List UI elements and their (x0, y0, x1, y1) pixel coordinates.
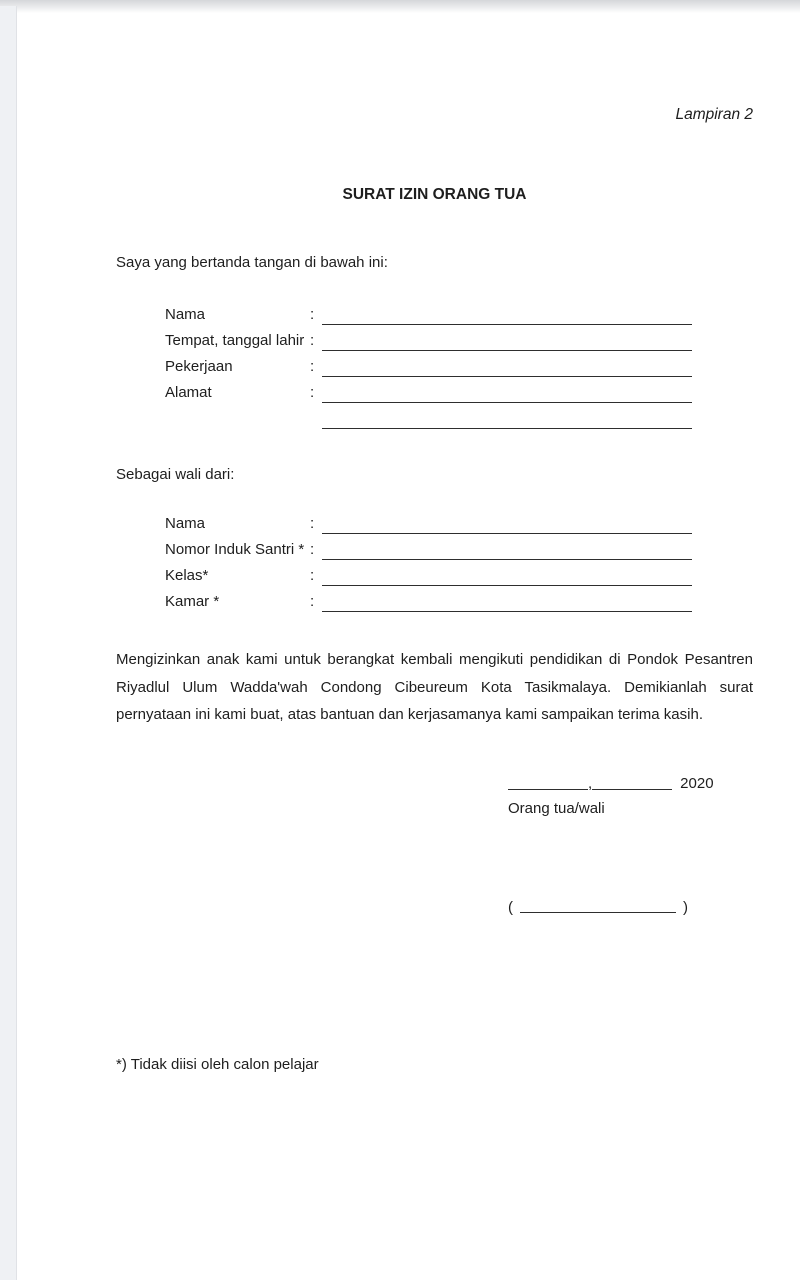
field-colon: : (310, 515, 315, 532)
body-paragraph: Mengizinkan anak kami untuk berangkat kembali mengikuti pendidikan di Pondok Pesantren Riyadlul Ulum Wadda'wah Condong Cibeureum Kota Tasikmalaya. Demikianlah surat pernyataan ini kami buat, atas bantuan dan kerjasamanya kami sampaikan terima kasih. (116, 651, 753, 723)
place-blank-line (508, 789, 588, 790)
field-row-ward-room (165, 589, 692, 615)
document-title: SURAT IZIN ORANG TUA (342, 186, 527, 203)
field-row-ward-student-id (165, 537, 692, 563)
signer-role-label: Orang tua/wali (508, 800, 605, 817)
document-page (17, 0, 800, 1280)
field-colon-empty (310, 406, 322, 432)
field-colon: : (310, 593, 315, 610)
blank-line (322, 537, 692, 560)
field-label-empty (165, 406, 310, 432)
field-colon: : (310, 567, 315, 584)
ward-fields-block (165, 511, 692, 615)
page-left-gutter (0, 6, 17, 1280)
guardian-fields-block (165, 302, 692, 432)
blank-line (322, 406, 692, 429)
field-colon: : (310, 541, 315, 558)
field-colon: : (310, 306, 315, 323)
field-row-address-continuation (165, 406, 692, 432)
field-label: Pekerjaan (165, 358, 233, 375)
blank-line (322, 511, 692, 534)
field-colon: : (310, 358, 315, 375)
ward-section-heading: Sebagai wali dari: (116, 466, 235, 483)
field-label: Nama (165, 306, 206, 323)
blank-line (322, 589, 692, 612)
field-row-guardian-occupation (165, 354, 692, 380)
signature-name-blank-line (520, 912, 676, 913)
blank-line (322, 302, 692, 325)
open-paren: ( (508, 899, 513, 916)
field-colon: : (310, 384, 315, 401)
field-row-guardian-birth (165, 328, 692, 354)
close-paren: ) (683, 899, 688, 916)
blank-line (322, 354, 692, 377)
field-label: Nama (165, 515, 206, 532)
field-row-ward-name (165, 511, 692, 537)
blank-line (322, 328, 692, 351)
field-row-ward-class (165, 563, 692, 589)
field-label: Tempat, tanggal lahir (165, 332, 305, 349)
signature-name-row (508, 896, 688, 916)
blank-line (322, 563, 692, 586)
blank-line (322, 380, 692, 403)
field-row-guardian-name (165, 302, 692, 328)
signature-date-row (508, 772, 738, 792)
date-comma: , (588, 775, 593, 792)
field-label: Kelas* (165, 567, 209, 584)
footnote-text: *) Tidak diisi oleh calon pelajar (116, 1056, 319, 1073)
field-label: Alamat (165, 384, 212, 401)
field-row-guardian-address (165, 380, 692, 406)
field-colon: : (310, 332, 315, 349)
field-label: Kamar * (165, 593, 220, 610)
field-label: Nomor Induk Santri * (165, 541, 305, 558)
date-blank-line (592, 789, 672, 790)
attachment-annotation: Lampiran 2 (675, 106, 753, 123)
intro-text: Saya yang bertanda tangan di bawah ini: (116, 254, 388, 271)
year-label: 2020 (680, 775, 714, 792)
